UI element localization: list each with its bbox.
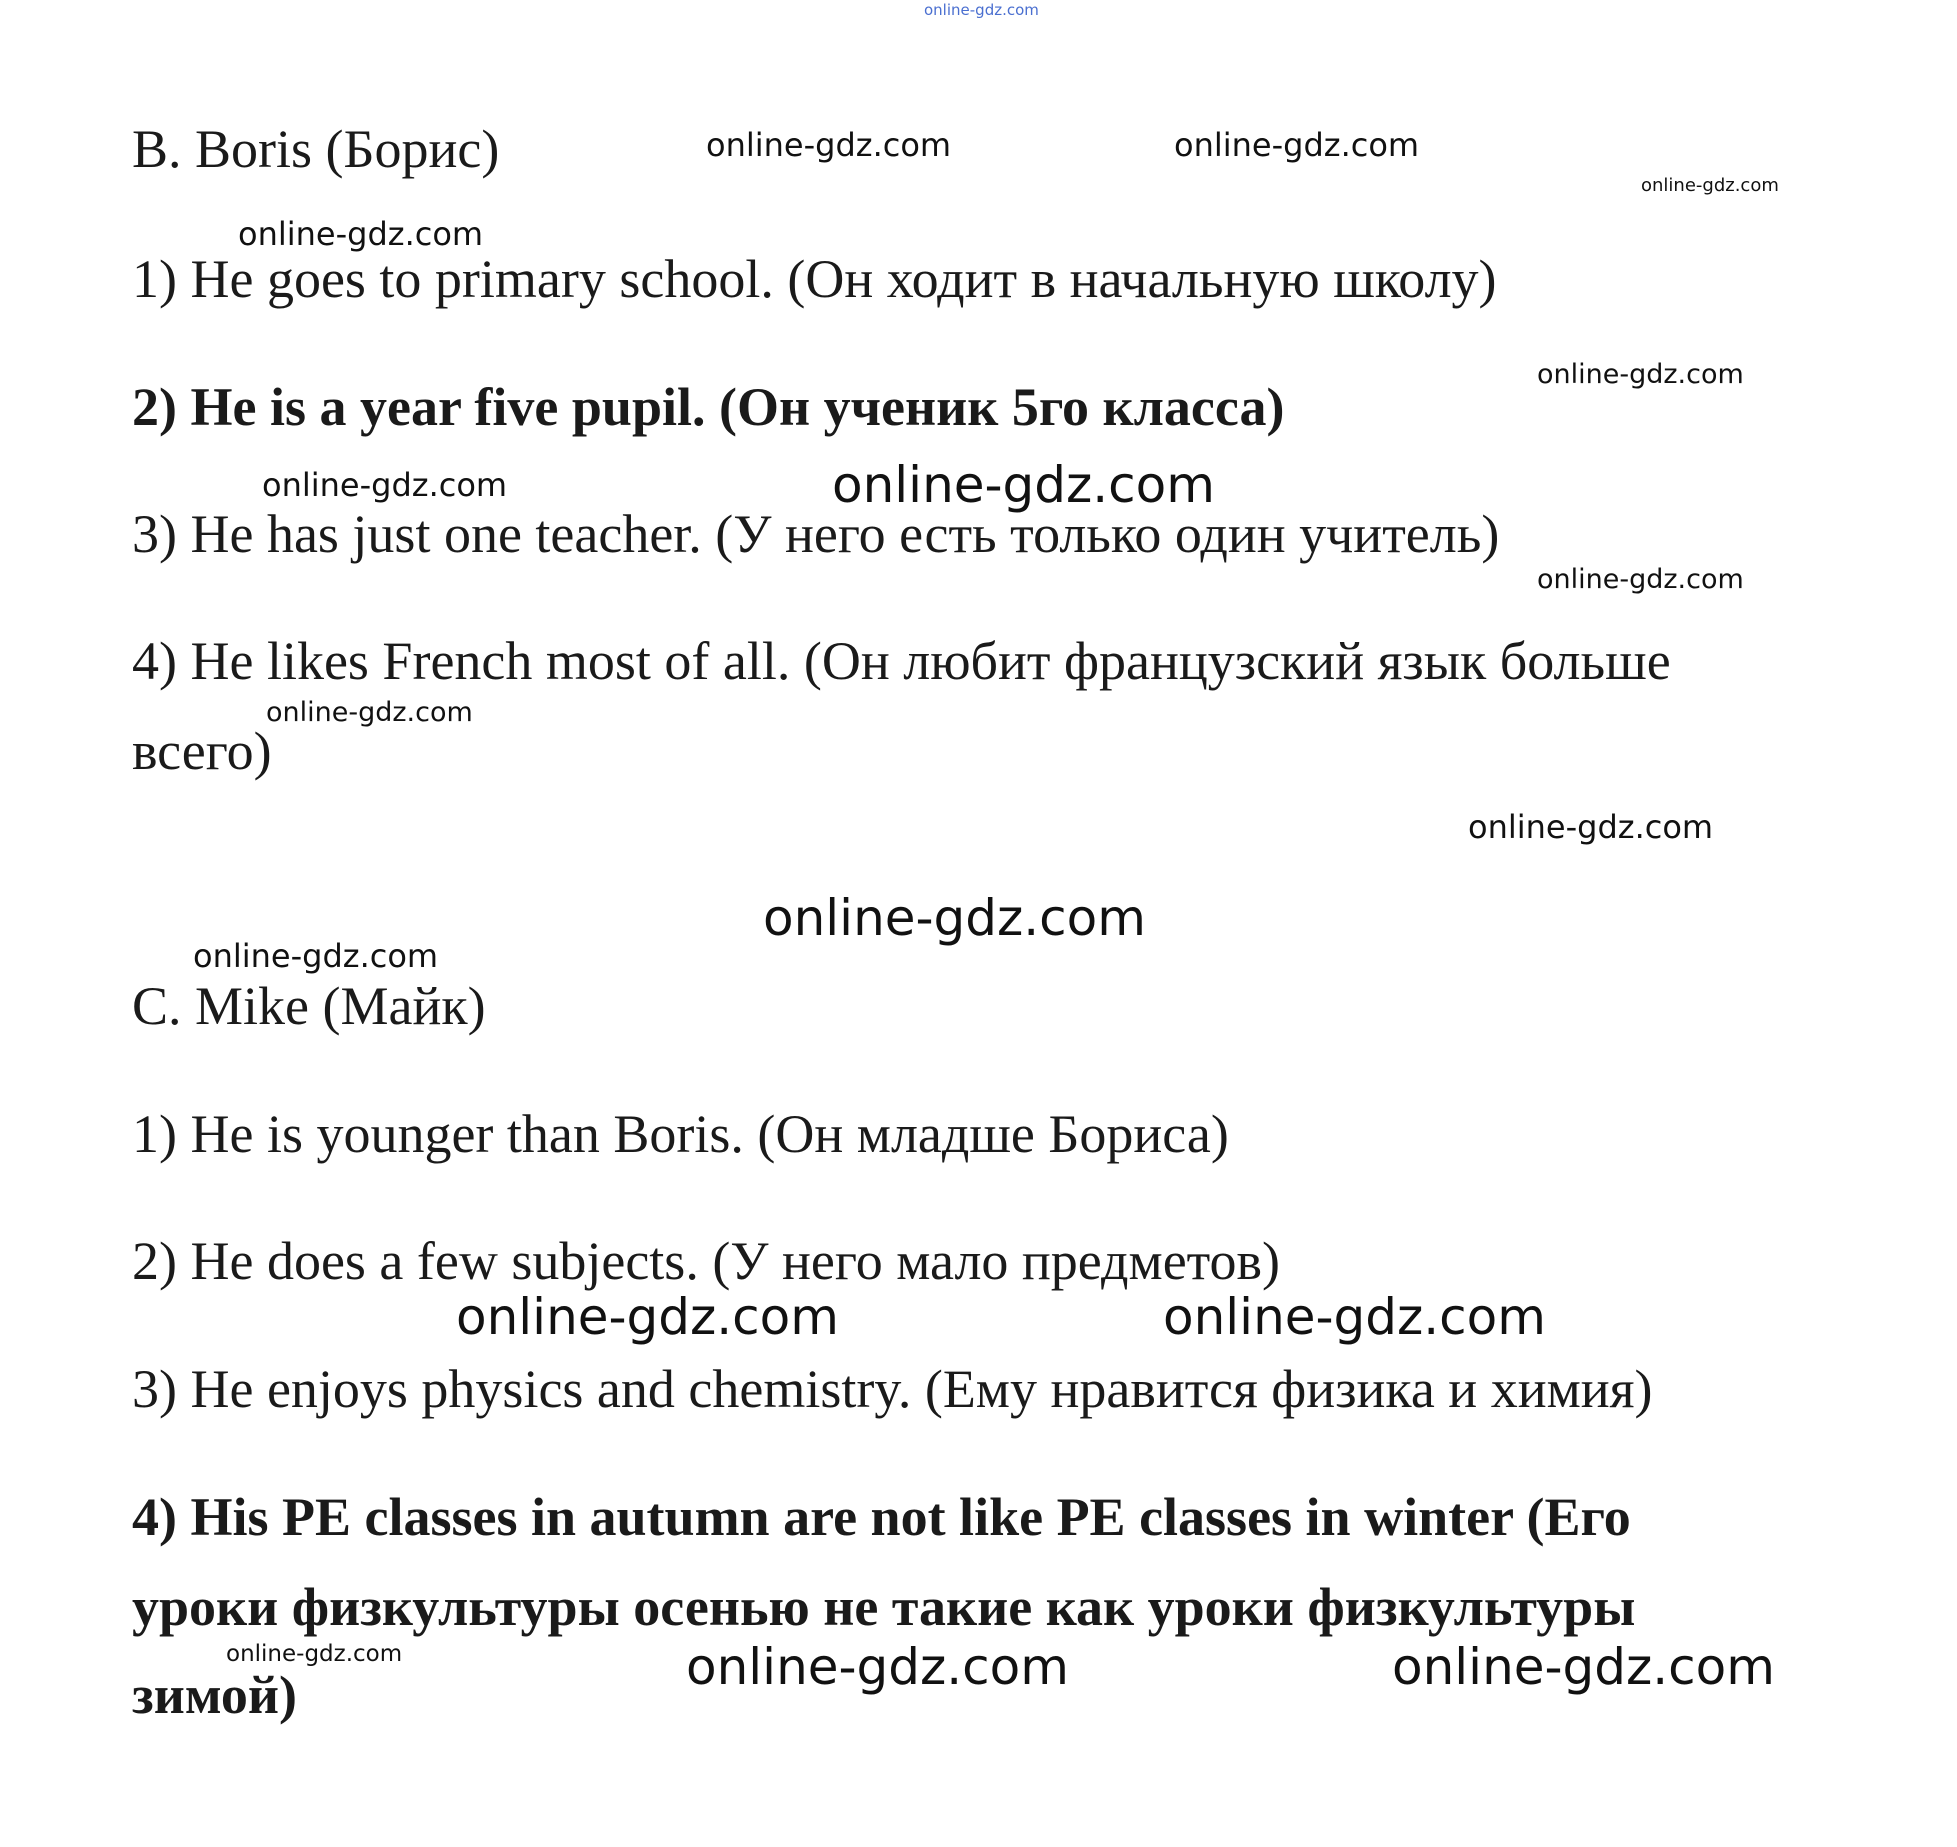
watermark: online-gdz.com xyxy=(1537,359,1744,390)
watermark: online-gdz.com xyxy=(706,126,952,164)
watermark: online-gdz.com xyxy=(1468,808,1714,846)
watermark: online-gdz.com xyxy=(238,215,484,253)
section-c-heading: C. Mike (Майк) xyxy=(132,976,486,1036)
section-b-item-4-line-2: всего) xyxy=(132,721,272,781)
section-c-item-3: 3) He enjoys physics and chemistry. (Ему нравится физика и химия) xyxy=(132,1359,1653,1419)
section-b-heading: B. Boris (Борис) xyxy=(132,119,500,179)
section-b-item-1: 1) He goes to primary school. (Он ходит в начальную школу) xyxy=(132,249,1497,309)
section-c-item-1: 1) He is younger than Boris. (Он младше Бориса) xyxy=(132,1104,1229,1164)
watermark: online-gdz.com xyxy=(193,937,439,975)
watermark: online-gdz.com xyxy=(1641,175,1779,196)
section-b-item-4-line-1: 4) He likes French most of all. (Он любит французский язык больше xyxy=(132,631,1671,691)
section-c-item-4-line-2: уроки физкультуры осенью не такие как уроки физкультуры xyxy=(132,1577,1636,1637)
watermark: online-gdz.com xyxy=(832,456,1215,514)
watermark: online-gdz.com xyxy=(456,1288,839,1346)
watermark: online-gdz.com xyxy=(763,889,1146,947)
section-c-item-4-line-3: зимой) xyxy=(132,1665,297,1725)
watermark: online-gdz.com xyxy=(1537,564,1744,595)
section-c-item-4-line-1: 4) His PE classes in autumn are not like PE classes in winter (Его xyxy=(132,1487,1631,1547)
watermark: online-gdz.com xyxy=(686,1638,1069,1696)
watermark: online-gdz.com xyxy=(266,697,473,728)
section-c-item-2: 2) He does a few subjects. (У него мало предметов) xyxy=(132,1231,1281,1291)
watermark: online-gdz.com xyxy=(1174,126,1420,164)
watermark: online-gdz.com xyxy=(1163,1288,1546,1346)
watermark: online-gdz.com xyxy=(1392,1638,1775,1696)
watermark: online-gdz.com xyxy=(262,466,508,504)
watermark: online-gdz.com xyxy=(924,1,1039,19)
section-b-item-2: 2) He is a year five pupil. (Он ученик 5го класса) xyxy=(132,377,1285,437)
section-b-item-3: 3) He has just one teacher. (У него есть только один учитель) xyxy=(132,504,1500,564)
watermark: online-gdz.com xyxy=(226,1641,403,1667)
